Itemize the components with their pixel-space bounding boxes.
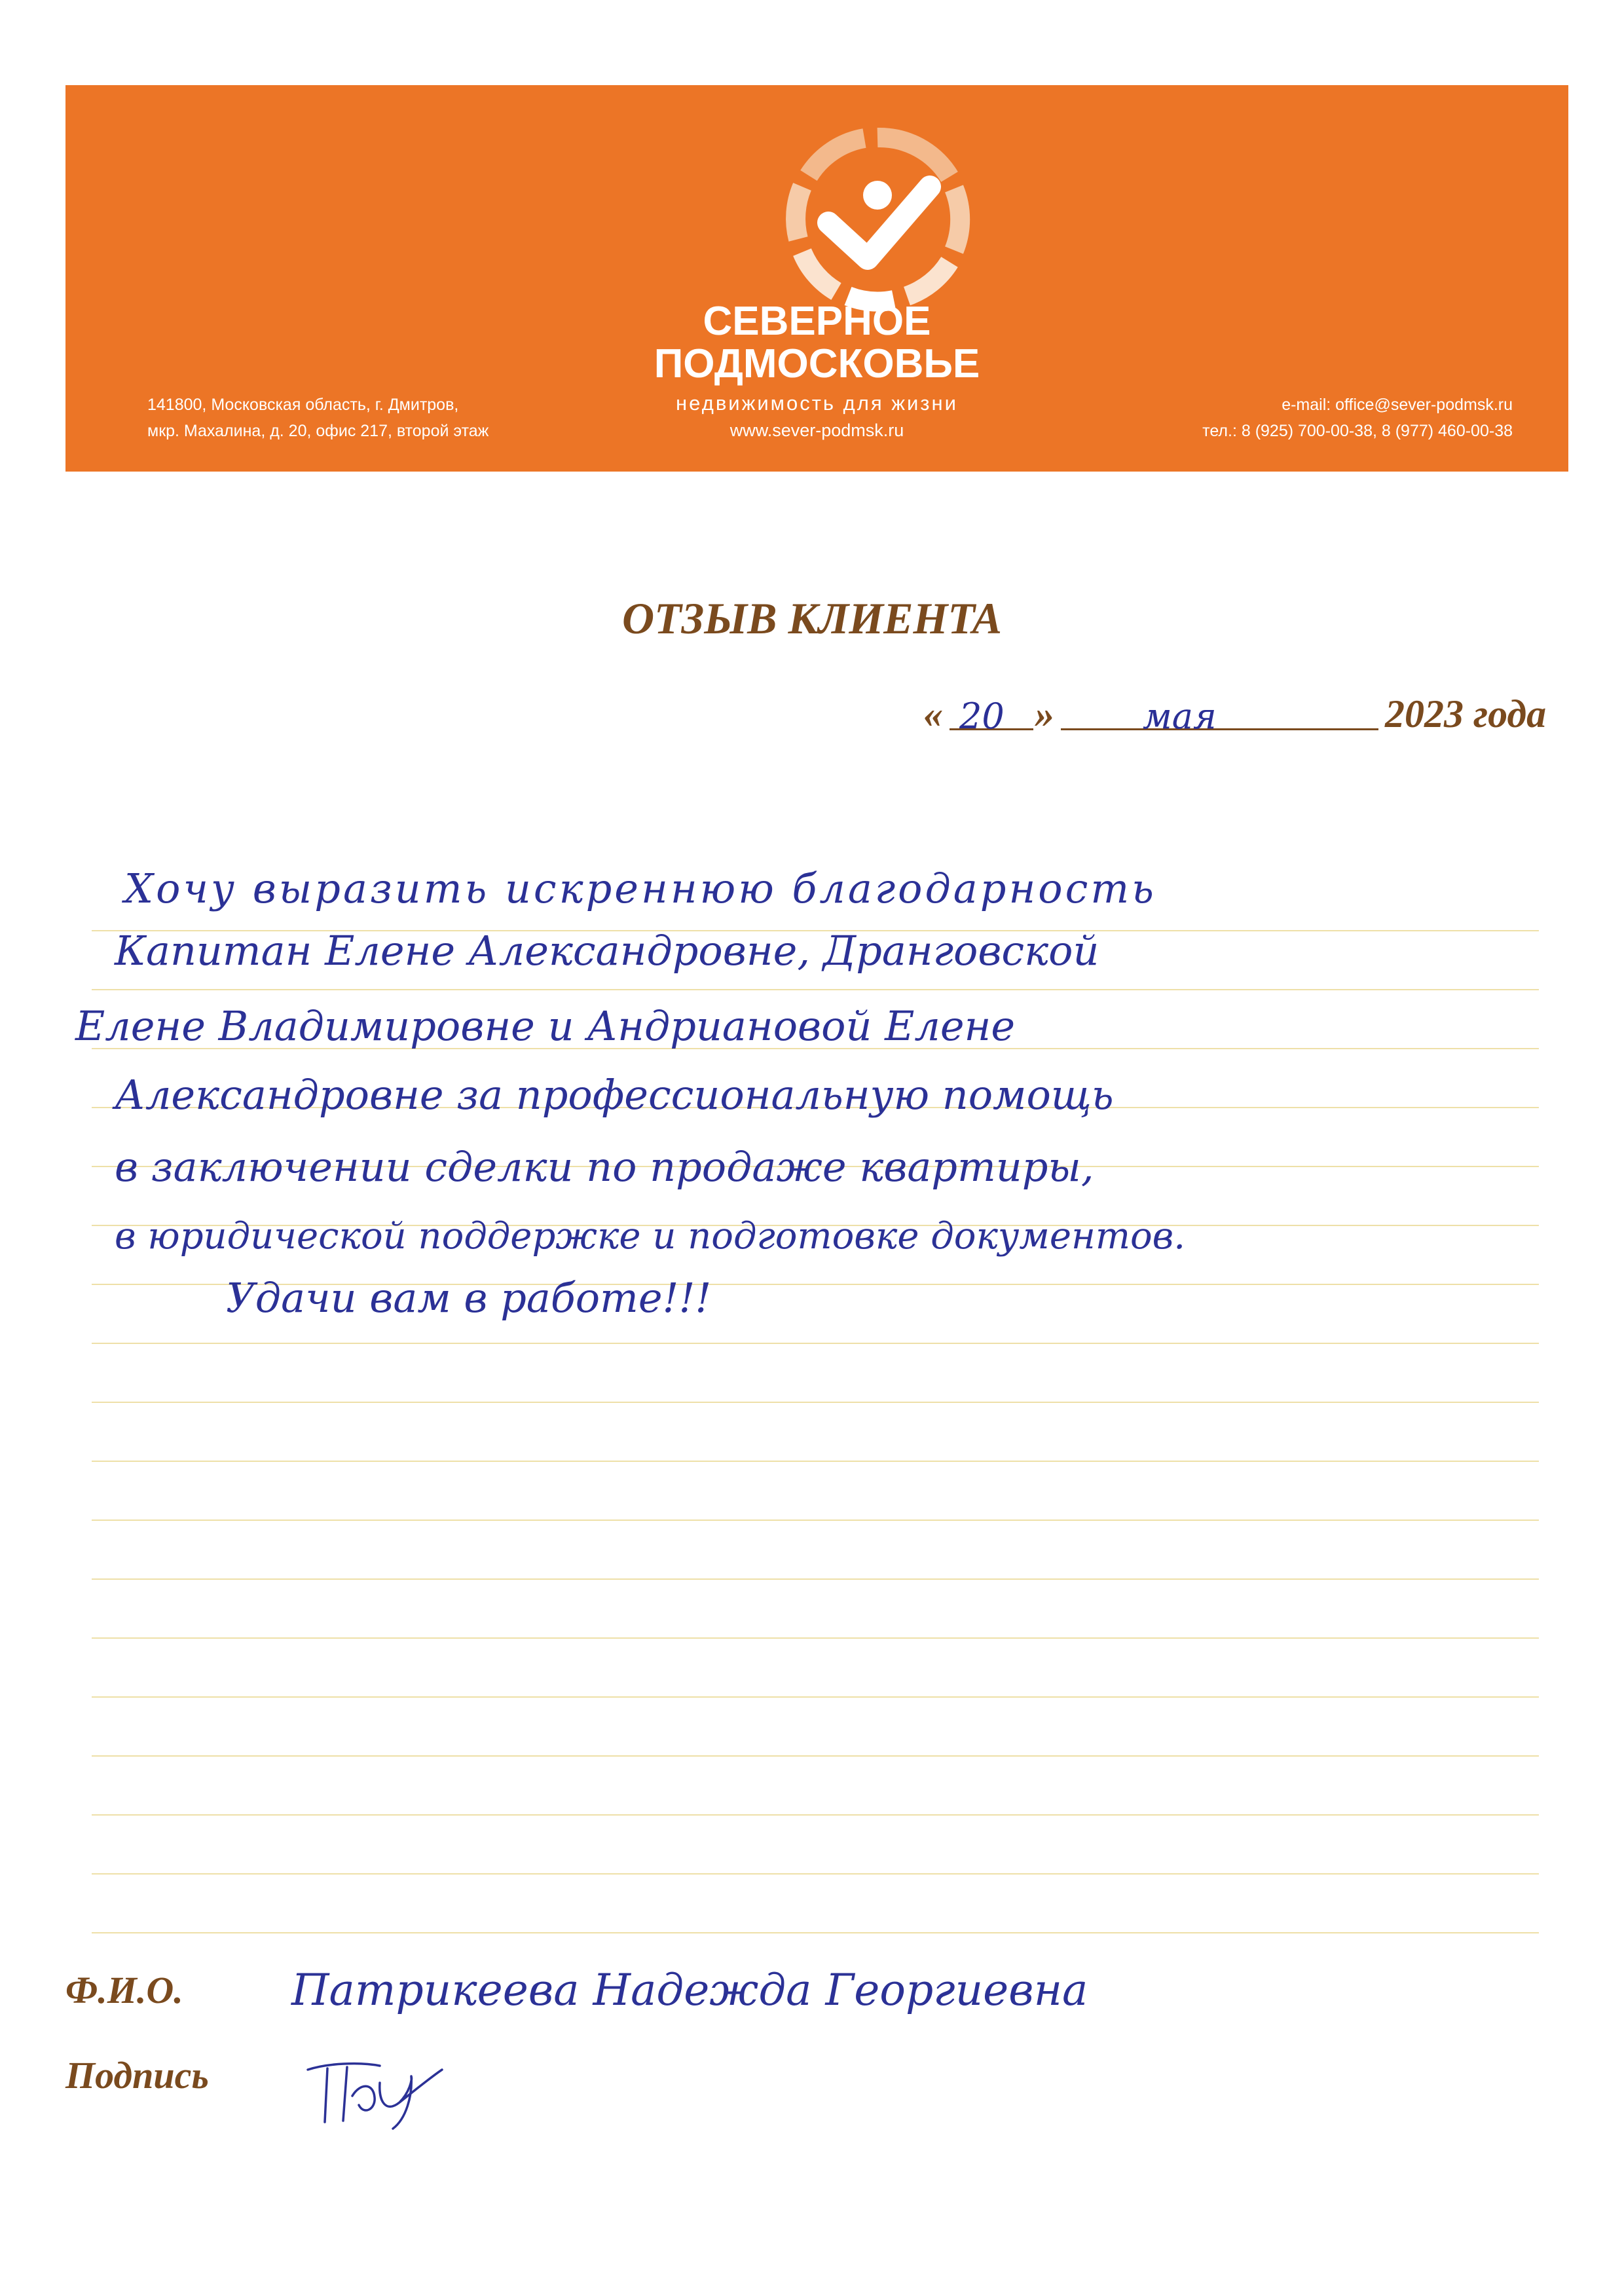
ruled-line [92, 1343, 1539, 1344]
review-line: Удачи вам в работе!!! [226, 1274, 712, 1322]
date-year: 2023 года [1385, 692, 1547, 736]
client-fio: Патрикеева Надежда Георгиевна [291, 1965, 1088, 2015]
company-address [147, 392, 489, 444]
ruled-line [92, 1637, 1539, 1639]
ruled-line [92, 1755, 1539, 1757]
date-open-quote: « [923, 692, 943, 736]
website-link[interactable]: www.sever-podmsk.ru [729, 420, 904, 440]
checkmark-ring-logo-icon [783, 124, 972, 314]
date-day: 20 [959, 696, 1005, 737]
date-month: мая [1143, 696, 1217, 737]
ruled-line [92, 1578, 1539, 1580]
review-line: Капитан Елене Александровне, Дранговской [115, 927, 1099, 975]
review-line: Хочу выразить искреннюю благодарность [124, 865, 1156, 912]
review-line: в заключении сделки по продаже квартиры, [115, 1143, 1094, 1191]
ruled-line [92, 1520, 1539, 1521]
phone-numbers: тел.: 8 (925) 700-00-38, 8 (977) 460-00-38 [1202, 422, 1513, 440]
brand-name-line2: ПОДМОСКОВЬЕ [654, 341, 980, 386]
signature-label: Подпись [65, 2054, 209, 2097]
brand-name-line1: СЕВЕРНОЕ [703, 299, 931, 344]
company-contacts [1202, 392, 1513, 444]
address-line: мкр. Махалина, д. 20, офис 217, второй этаж [147, 422, 489, 440]
date-line [923, 684, 1565, 737]
ruled-line [92, 1461, 1539, 1462]
email-link[interactable]: e-mail: office@sever-podmsk.ru [1282, 396, 1513, 414]
letterhead [65, 85, 1568, 472]
ruled-line [92, 1814, 1539, 1816]
ruled-line [92, 1932, 1539, 1933]
ruled-line [92, 1696, 1539, 1698]
ruled-line [92, 1402, 1539, 1403]
address-line: 141800, Московская область, г. Дмитров, [147, 396, 459, 414]
form-title: ОТЗЫВ КЛИЕНТА [621, 593, 1003, 643]
ruled-line [92, 989, 1539, 990]
signature-icon [301, 2057, 445, 2135]
ruled-line [92, 1873, 1539, 1875]
month-underline [1061, 728, 1378, 730]
brand-slogan: недвижимость для жизни [676, 392, 958, 415]
review-line: Александровне за профессиональную помощь [115, 1071, 1114, 1119]
review-line: в юридической поддержке и подготовке документов. [115, 1215, 1186, 1258]
review-line: Елене Владимировне и Андриановой Елене [75, 1002, 1016, 1050]
fio-label: Ф.И.О. [65, 1969, 183, 2011]
date-close-quote: » [1035, 692, 1054, 736]
